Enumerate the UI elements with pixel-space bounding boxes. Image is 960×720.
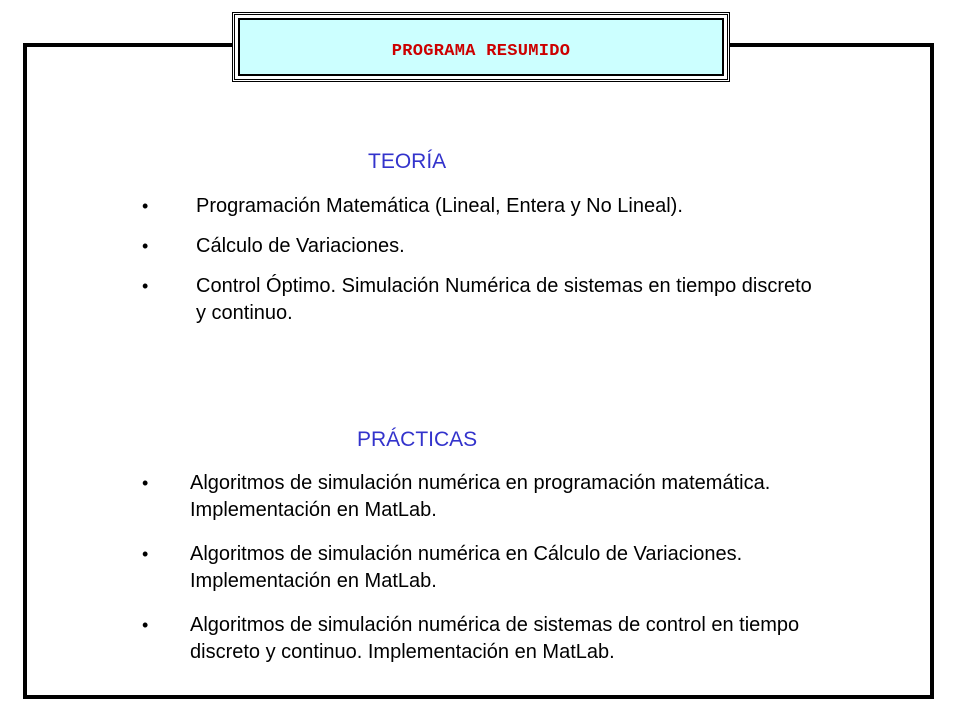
list-item-text: Cálculo de Variaciones. bbox=[196, 235, 405, 257]
list-item-text: Algoritmos de simulación numérica en Cálculo de Variaciones. Implementación en MatLab. bbox=[190, 543, 743, 592]
list-item-text: Algoritmos de simulación numérica en programación matemática. Implementación en MatLab. bbox=[190, 472, 771, 521]
teoria-list bbox=[140, 193, 820, 327]
page-title: PROGRAMA RESUMIDO bbox=[391, 42, 571, 61]
list-item-text: Programación Matemática (Lineal, Entera y No Lineal). bbox=[196, 195, 683, 217]
bullet-icon: • bbox=[142, 615, 149, 635]
bullet-icon: • bbox=[142, 236, 149, 256]
teoria-heading: TEORÍA bbox=[368, 150, 447, 173]
list-item bbox=[140, 612, 860, 666]
list-item-text: Control Óptimo. Simulación Numérica de sistemas en tiempo discreto y continuo. bbox=[196, 275, 812, 324]
list-item-text: Algoritmos de simulación numérica de sistemas de control en tiempo discreto y continuo. Implementación en MatLab. bbox=[190, 614, 800, 663]
bullet-icon: • bbox=[142, 196, 149, 216]
list-item bbox=[140, 193, 820, 220]
list-item bbox=[140, 470, 860, 524]
practicas-list bbox=[140, 470, 860, 666]
bullet-icon: • bbox=[142, 473, 149, 493]
title-box bbox=[232, 12, 730, 82]
bullet-icon: • bbox=[142, 544, 149, 564]
list-item bbox=[140, 273, 820, 327]
practicas-heading: PRÁCTICAS bbox=[357, 428, 478, 451]
title-banner bbox=[238, 18, 724, 76]
list-item bbox=[140, 541, 860, 595]
list-item bbox=[140, 233, 820, 260]
bullet-icon: • bbox=[142, 276, 149, 296]
